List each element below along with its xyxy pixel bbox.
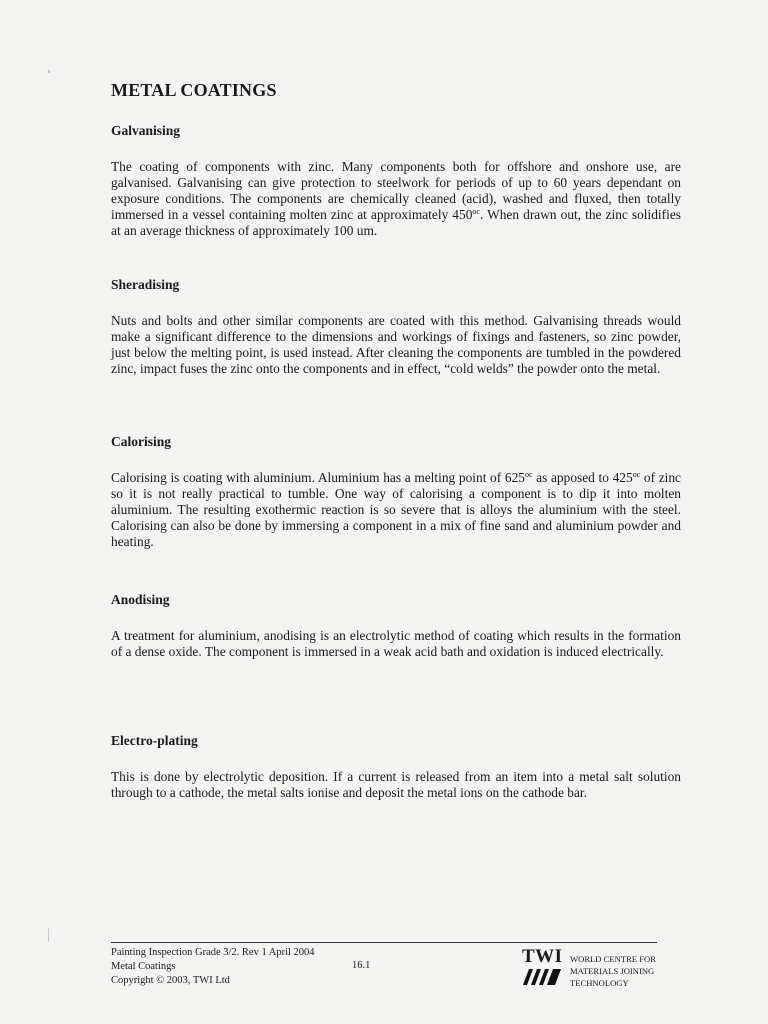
twi-tagline xyxy=(570,953,656,989)
tagline-line: WORLD CENTRE FOR xyxy=(570,954,656,964)
section-heading: Electro-plating xyxy=(111,733,198,748)
page-title: METAL COATINGS xyxy=(111,80,277,100)
tagline-line: MATERIALS JOINING xyxy=(570,966,655,976)
section-heading: Anodising xyxy=(111,592,170,607)
tagline-line: TECHNOLOGY xyxy=(570,978,629,988)
section-body: Calorising is coating with aluminium. Aluminium has a melting point of $625^{oc}$ as apposed to $425^{oc}$ of zinc so it is not really practical to tumble. One way of calorising a component is to dip it into molten aluminium. The resulting exothermic reaction is so severe that is alloys the aluminium with the steel. Calorising can also be done by immersing a component in a mix of fine sand and aluminium powder and heating. xyxy=(111,470,681,549)
section-electro-plating xyxy=(111,733,681,801)
footer-chapter: Metal Coatings xyxy=(111,961,176,972)
twi-logo-text: TWI xyxy=(522,946,563,967)
section-body: Nuts and bolts and other similar components are coated with this method. Galvanising threads would make a significant difference to the dimensions and workings of fixings and fasteners, so zinc powder, just below the melting point, is used instead. After cleaning the components are tumbled in the powdered zinc, impact fuses the zinc onto the components and in effect, “cold welds” the powder onto the metal. xyxy=(111,313,681,376)
scan-speck xyxy=(48,928,49,942)
twi-logo-icon xyxy=(521,969,563,985)
section-heading: Galvanising xyxy=(111,123,181,138)
section-anodising xyxy=(111,592,681,660)
section-heading: Sheradising xyxy=(111,277,180,292)
footer-course: Painting Inspection Grade 3/2. Rev 1 April 2004 xyxy=(111,947,315,958)
section-sheradising xyxy=(111,277,681,377)
footer-copyright: Copyright © 2003, TWI Ltd xyxy=(111,975,230,986)
section-body: This is done by electrolytic deposition. If a current is released from an item into a metal salt solution through to a cathode, the metal salts ionise and deposit the metal ions on the cathode bar. xyxy=(111,769,681,800)
section-heading: Calorising xyxy=(111,434,172,449)
section-galvanising xyxy=(111,123,681,239)
section-body: A treatment for aluminium, anodising is an electrolytic method of coating which results in the formation of a dense oxide. The component is immersed in a weak acid bath and oxidation is induced electrically. xyxy=(111,628,681,659)
footer-divider xyxy=(111,942,657,943)
footer-info xyxy=(111,946,315,988)
scan-speck xyxy=(48,70,50,73)
section-body: The coating of components with zinc. Many components both for offshore and onshore use, are galvanised. Galvanising can give protection to steelwork for periods of up to 60 years dependant on exposure conditions. The components are chemically cleaned (acid), washed and fluxed, then totally immersed in a vessel containing molten zinc at approximately $450^{oc}$. When drawn out, the zinc solidifies at an average thickness of approximately 100 um. xyxy=(111,159,681,238)
section-calorising xyxy=(111,434,681,550)
page-number: 16.1 xyxy=(352,960,371,971)
